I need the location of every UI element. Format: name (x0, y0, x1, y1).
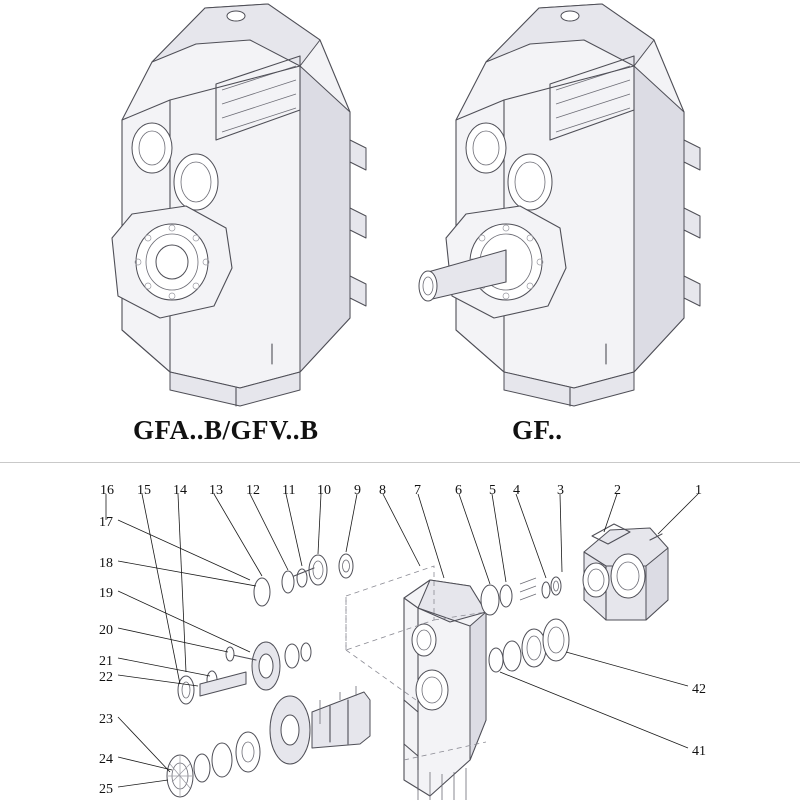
callout-24: 24 (99, 752, 113, 767)
callout-17: 17 (99, 515, 113, 530)
callout-19: 19 (99, 586, 113, 601)
callout-12: 12 (246, 483, 260, 498)
callout-6: 6 (455, 483, 462, 498)
callout-5: 5 (489, 483, 496, 498)
callout-11: 11 (282, 483, 296, 498)
callout-18: 18 (99, 556, 113, 571)
callout-7: 7 (414, 483, 421, 498)
callout-2: 2 (614, 483, 621, 498)
callout-21: 21 (99, 654, 113, 669)
callout-23: 23 (99, 712, 113, 727)
callout-16: 16 (100, 483, 114, 498)
callout-3: 3 (557, 483, 564, 498)
callout-4: 4 (513, 483, 520, 498)
callout-41: 41 (692, 744, 706, 759)
leader-lines-right (500, 652, 688, 748)
callout-15: 15 (137, 483, 151, 498)
callout-8: 8 (379, 483, 386, 498)
top-view-right-gearbox (419, 4, 700, 406)
callout-1: 1 (695, 483, 702, 498)
leader-lines-left (118, 520, 256, 787)
callout-10: 10 (317, 483, 331, 498)
caption-right-gearbox: GF.. (512, 415, 563, 445)
callout-22: 22 (99, 670, 113, 685)
exploded-assembly (106, 494, 698, 800)
section-divider (0, 462, 800, 463)
callout-20: 20 (99, 623, 113, 638)
callout-14: 14 (173, 483, 187, 498)
top-view-left-gearbox (112, 4, 366, 406)
callout-9: 9 (354, 483, 361, 498)
callout-13: 13 (209, 483, 223, 498)
callout-25: 25 (99, 782, 113, 797)
caption-left-gearbox: GFA..B/GFV..B (133, 415, 319, 445)
callout-42: 42 (692, 682, 706, 697)
